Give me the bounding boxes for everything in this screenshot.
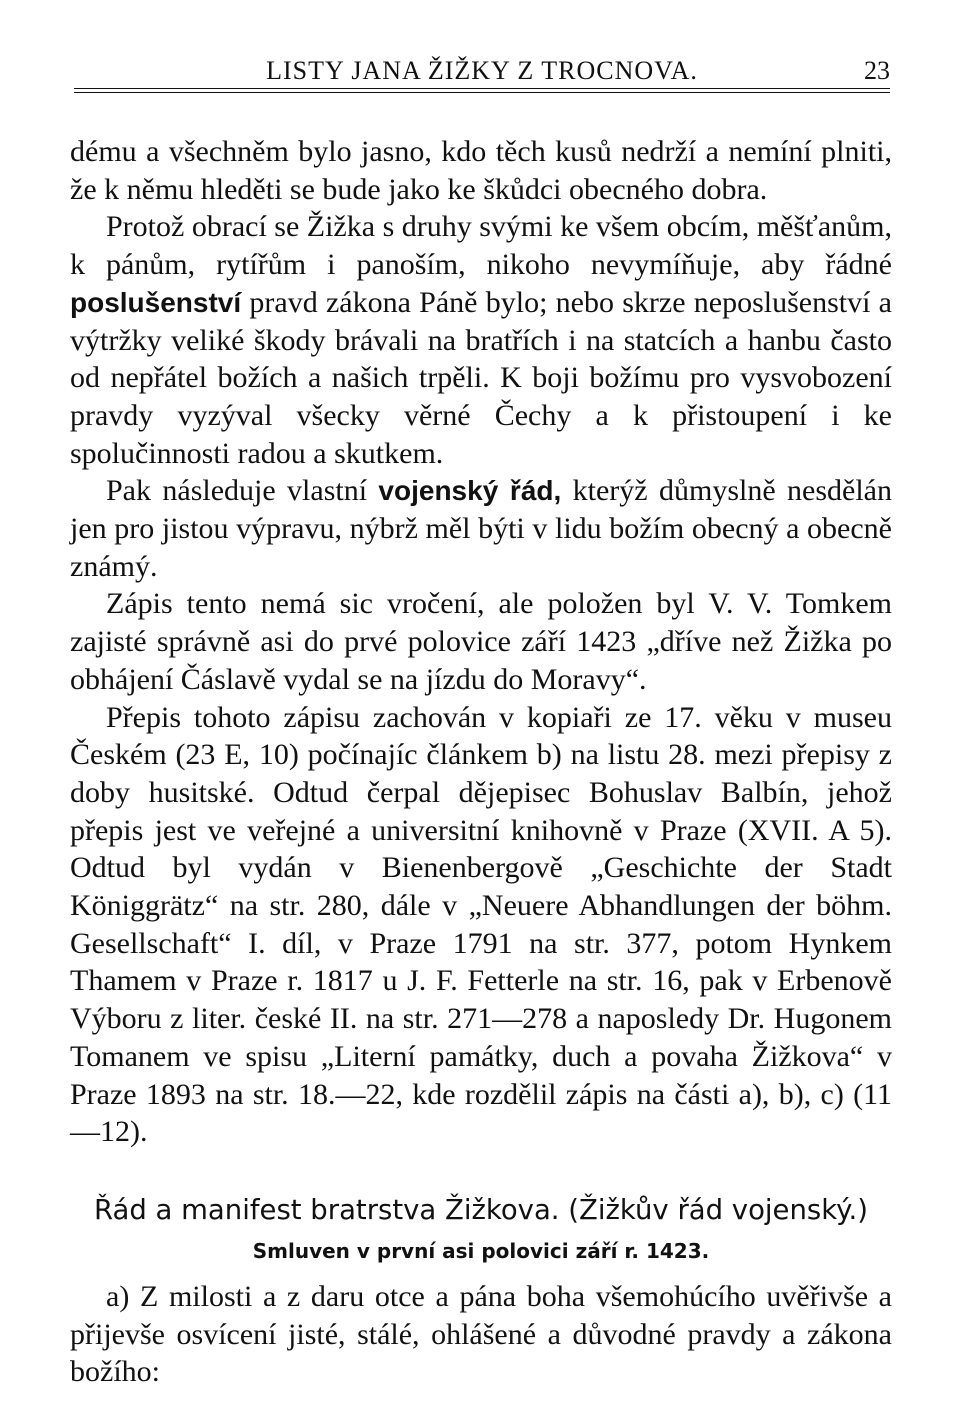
closing-paragraph: a) Z milosti a z daru otce a pána boha všemohúcího uvěřivše a přijevše osvícení jisté, stálé, ohlášené a důvodné pravdy a zákona božího: <box>70 1280 892 1389</box>
paragraph-3-end: kterýž důmyslně nesdělán jen pro jistou výpravu, nýbrž měl býti v lidu božím obecný a obecně známý. <box>70 474 892 583</box>
section-title: Řád a manifest bratrstva Žižkova. (Žižkův řád vojenský.) <box>94 1194 868 1226</box>
emphasis-obedience: poslušenství <box>70 286 242 318</box>
paragraph-1: dému a všechněm bylo jasno, kdo těch kusů nedrží a nemíní plniti, že k němu hleděti se bude jako ke škůdci obecného dobra. <box>70 135 892 206</box>
page-number: 23 <box>864 56 890 85</box>
paragraph-2-start: Protož obrací se Žižka s druhy svými ke všem obcím, měšťanům, k pánům, rytířům i panoším, nikoho nevymíňuje, aby řádné <box>70 210 892 282</box>
header-rule <box>74 88 890 89</box>
paragraph-3 <box>70 472 892 585</box>
section-subtitle: Smluven v první asi polovici září r. 1423. <box>252 1239 710 1263</box>
paragraph-2 <box>70 208 892 472</box>
paragraph-5: Přepis tohoto zápisu zachován v kopiaři ze 17. věku v museu Českém (23 E, 10) počínajíc článkem b) na listu 28. mezi přepisy z doby husitské. Odtud čerpal dějepisec Bohuslav Balbín, jehož přepis jest ve veřejné a universitní knihovně v Praze (XVII. A 5). Odtud byl vydán v Bienenbergově „Geschichte der Stadt Königgrätz“ na str. 280, dále v „Neuere Abhandlungen der böhm. Gesellschaft“ I. díl, v Praze 1791 na str. 377, potom Hynkem Thamem v Praze r. 1817 u J. F. Fetterle na str. 16, pak v Erbenově Výboru z liter. české II. na str. 271—278 a naposledy Dr. Hugonem Tomanem ve spisu „Literní památky, duch a povaha Žižkova“ v Praze 1893 na str. 18.—22, kde rozdělil zápis na části a), b), c) (11—12). <box>70 700 892 1149</box>
running-title: LISTY JANA ŽIŽKY Z TROCNOVA. <box>266 56 698 85</box>
header-rule-thin <box>74 92 890 93</box>
page-header <box>74 50 890 92</box>
emphasis-military-order: vojenský řád, <box>378 475 562 507</box>
paragraph-2-end: pravd zákona Páně bylo; nebo skrze neposlušenství a výtržky veliké škody brávali na bratřích i na statcích a hanbu často od nepřátel božích a našich trpěli. K boji božímu pro vysvobození pravdy vyzýval všecky věrné Čechy a k přistoupení i ke spolučinnosti radou a skutkem. <box>70 285 892 470</box>
paragraph-4: Zápis tento nemá sic vročení, ale položen byl V. V. Tomkem zajisté správně asi do prvé polovice září 1423 „dříve než Žižka po obhájení Čáslavě vydal se na jízdu do Moravy“. <box>70 587 892 696</box>
paragraph-3-start: Pak následuje vlastní <box>106 474 379 508</box>
main-text <box>70 133 892 1151</box>
